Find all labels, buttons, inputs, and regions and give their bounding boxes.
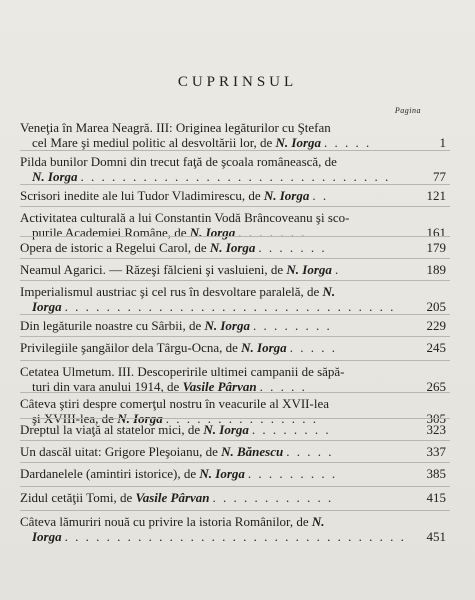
toc-entry-line bbox=[20, 529, 450, 544]
entry-page-number: 337 bbox=[426, 444, 446, 459]
divider bbox=[20, 440, 450, 441]
toc-entry-line bbox=[20, 299, 450, 314]
entry-author: Vasile Pârvan bbox=[182, 379, 257, 394]
entry-title-text: Pilda bunilor Domni din trecut faţă de şcoala românească, de bbox=[20, 154, 337, 169]
toc-entry-line bbox=[20, 396, 450, 411]
divider bbox=[20, 150, 450, 151]
page-column-header: Pagina bbox=[394, 106, 421, 115]
toc-entry-line bbox=[20, 120, 450, 135]
entry-page-number: 385 bbox=[426, 466, 446, 481]
entry-page-number: 305 bbox=[426, 411, 446, 426]
entry-author: N. Iorga bbox=[286, 262, 332, 277]
divider bbox=[20, 462, 450, 463]
entry-title-text: Privilegiile şangăilor dela Târgu-Ocna, de bbox=[20, 340, 238, 355]
entry-title-text: Opera de istoric a Regelui Carol, de bbox=[20, 240, 207, 255]
toc-entry-line bbox=[20, 514, 450, 529]
entry-title-text: Imperialismul austriac şi cel rus în desvoltare paralelă, de bbox=[20, 284, 320, 299]
entry-page-number: 451 bbox=[426, 529, 446, 544]
entry-page-number: 415 bbox=[426, 490, 446, 505]
entry-title-text: şi XVIII-lea, de bbox=[32, 411, 114, 426]
toc-entry-line bbox=[20, 135, 450, 150]
toc-entry-line bbox=[20, 490, 450, 505]
entry-title-text: Câteva lămuriri nouă cu privire la istoria Românilor, de bbox=[20, 514, 309, 529]
entry-page-number: 189 bbox=[426, 262, 446, 277]
entry-page-number: 161 bbox=[426, 225, 446, 240]
entry-page-number: 205 bbox=[426, 299, 446, 314]
leader-dots: . . . . . . . bbox=[238, 225, 307, 240]
leader-dots: . . . . . . . . . . . . . . . . . . . . . . . . . . . . . . bbox=[80, 169, 391, 184]
toc-entry bbox=[20, 188, 450, 203]
entry-author: N. Iorga bbox=[204, 318, 250, 333]
leader-dots: . . . . . . . . . . . . . . . . . . . . . . . . . . . . . . . . bbox=[64, 299, 396, 314]
toc-entry bbox=[20, 364, 450, 394]
entry-page-number: 77 bbox=[433, 169, 446, 184]
entry-title-text: purile Academiei Române, de bbox=[32, 225, 187, 240]
entry-page-number: 179 bbox=[426, 240, 446, 255]
entry-title-text: Câteva ştiri despre comerţul nostru în veacurile al XVII-lea bbox=[20, 396, 329, 411]
leader-dots: . . . . . . . . . . . . . . . bbox=[165, 411, 318, 426]
entry-author: N. Iorga bbox=[209, 240, 256, 255]
entry-page-number: 229 bbox=[426, 318, 446, 333]
divider bbox=[20, 510, 450, 511]
divider bbox=[20, 184, 450, 185]
leader-dots: . . . . . . . . . . . . bbox=[212, 490, 334, 505]
toc-entry bbox=[20, 284, 450, 314]
toc-entry bbox=[20, 340, 450, 355]
entry-page-number: 1 bbox=[439, 135, 446, 150]
toc-entry bbox=[20, 120, 450, 150]
leader-dots: . . . . . bbox=[289, 340, 337, 355]
entry-title-text: Scrisori inedite ale lui Tudor Vladimirescu, de bbox=[20, 188, 261, 203]
divider bbox=[20, 336, 450, 337]
entry-author: N. Iorga bbox=[203, 422, 249, 437]
entry-title-text: Cetatea Ulmetum. III. Descoperirile ultimei campanii de săpă- bbox=[20, 364, 345, 379]
toc-entry-line bbox=[20, 284, 450, 299]
leader-dots: . . . . . . . bbox=[258, 240, 327, 255]
divider bbox=[20, 486, 450, 487]
leader-dots: . . . . . . . . . . . . . . . . . . . . . . . . . . . . . . . . . bbox=[64, 529, 406, 544]
toc-entry-line bbox=[20, 318, 450, 333]
entry-author: N. bbox=[311, 514, 325, 529]
toc-entry bbox=[20, 422, 450, 437]
divider bbox=[20, 314, 450, 315]
divider bbox=[20, 280, 450, 281]
toc-entry-line bbox=[20, 340, 450, 355]
entry-author: N. Iorga bbox=[117, 411, 163, 426]
divider bbox=[20, 258, 450, 259]
divider bbox=[20, 236, 450, 237]
entry-author: N. Iorga bbox=[241, 340, 287, 355]
entry-author: Iorga bbox=[32, 529, 62, 544]
toc-entry bbox=[20, 490, 450, 505]
toc-entry-line bbox=[20, 262, 450, 277]
toc-entry-line bbox=[20, 225, 450, 240]
entry-author: Iorga bbox=[32, 299, 62, 314]
toc-entry-line bbox=[20, 240, 450, 255]
entry-title-text: Dardanelele (amintiri istorice), de bbox=[20, 466, 197, 481]
divider bbox=[20, 418, 450, 419]
leader-dots: . . . . . bbox=[259, 379, 307, 394]
divider bbox=[20, 206, 450, 207]
entry-title-text: Veneţia în Marea Neagră. III: Originea legăturilor cu Ştefan bbox=[20, 120, 331, 135]
leader-dots: . . . . . bbox=[286, 444, 334, 459]
toc-entry bbox=[20, 154, 450, 184]
entry-title-text: turi din vara anului 1914, de bbox=[32, 379, 180, 394]
leader-dots: . . . . . . . . . bbox=[247, 466, 338, 481]
entry-page-number: 245 bbox=[426, 340, 446, 355]
divider bbox=[20, 360, 450, 361]
leader-dots: . . . . . bbox=[324, 135, 372, 150]
toc-entry-line bbox=[20, 210, 450, 225]
toc-entry-line bbox=[20, 154, 450, 169]
table-of-contents bbox=[0, 120, 475, 590]
entry-author: N. Iorga bbox=[199, 466, 245, 481]
entry-author: Vasile Pârvan bbox=[135, 490, 210, 505]
entry-title-text: Zidul cetăţii Tomi, de bbox=[20, 490, 133, 505]
toc-entry-line bbox=[20, 364, 450, 379]
toc-entry-line bbox=[20, 444, 450, 459]
toc-entry-line bbox=[20, 188, 450, 203]
entry-author: N. Iorga bbox=[275, 135, 322, 150]
entry-title-text: Un dascăl uitat: Grigore Pleşoianu, de bbox=[20, 444, 218, 459]
divider bbox=[20, 392, 450, 393]
leader-dots: . bbox=[334, 262, 341, 277]
page-title: CUPRINSUL bbox=[177, 74, 298, 90]
entry-page-number: 323 bbox=[426, 422, 446, 437]
entry-title-text: Din legăturile noastre cu Sârbii, de bbox=[20, 318, 202, 333]
toc-entry bbox=[20, 466, 450, 481]
entry-title-text: Neamul Agarici. — Răzeşi fălcieni şi vasluieni, de bbox=[20, 262, 284, 277]
entry-author: N. Iorga bbox=[189, 225, 236, 240]
entry-title-text: Dreptul la viaţă al statelor mici, de bbox=[20, 422, 201, 437]
entry-title-text: Activitatea culturală a lui Constantin Vodă Brâncoveanu şi sco- bbox=[20, 210, 350, 225]
toc-entry bbox=[20, 514, 450, 544]
entry-author: N. Bănescu bbox=[221, 444, 284, 459]
entry-page-number: 265 bbox=[426, 379, 446, 394]
toc-entry-line bbox=[20, 422, 450, 437]
toc-entry bbox=[20, 240, 450, 255]
leader-dots: . . . . . . . . bbox=[251, 422, 331, 437]
leader-dots: . . bbox=[312, 188, 329, 203]
entry-page-number: 121 bbox=[426, 188, 446, 203]
entry-author: N. Iorga bbox=[32, 169, 78, 184]
entry-title-text: cel Mare şi mediul politic al desvoltării lor, de bbox=[32, 135, 273, 150]
toc-entry-line bbox=[20, 466, 450, 481]
toc-entry bbox=[20, 262, 450, 277]
toc-entry-line bbox=[20, 169, 450, 184]
toc-entry bbox=[20, 444, 450, 459]
entry-author: N. bbox=[322, 284, 336, 299]
toc-entry bbox=[20, 318, 450, 333]
leader-dots: . . . . . . . . bbox=[253, 318, 332, 333]
entry-author: N. Iorga bbox=[263, 188, 310, 203]
